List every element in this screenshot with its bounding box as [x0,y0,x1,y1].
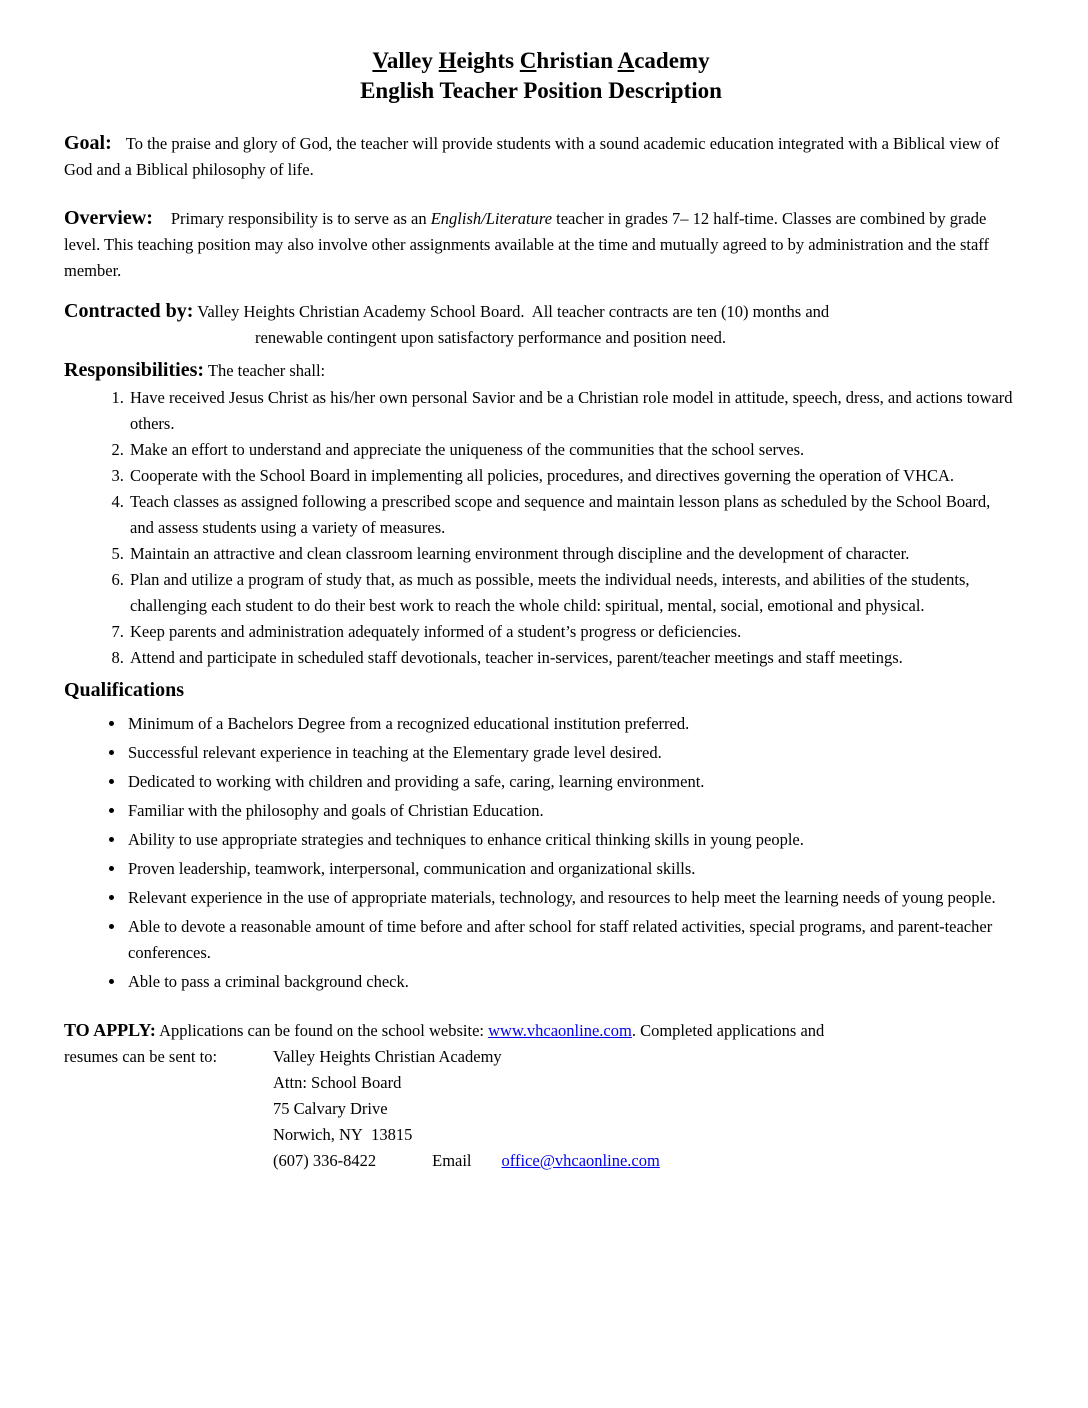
goal-text: To the praise and glory of God, the teacher will provide students with a sound academic education integrated with a Biblical view of God and a Biblical philosophy of life. [64,134,1004,179]
address-line-org: Valley Heights Christian Academy [273,1047,502,1066]
title-word [372,48,438,73]
email-label: Email [432,1151,472,1170]
title-word-rest: eights [456,48,520,73]
qualification-item [126,856,1018,882]
responsibility-text: Make an effort to understand and appreciate the uniqueness of the communities that the school serves. [130,440,805,459]
qualification-text: Minimum of a Bachelors Degree from a recognized educational institution preferred. [128,714,690,733]
responsibility-item [128,645,1018,671]
qualification-text: Able to devote a reasonable amount of time before and after school for staff related activities, special programs, and parent-teacher conferences. [128,917,997,962]
responsibility-item [128,619,1018,645]
qualification-item [126,885,1018,911]
responsibilities-heading [64,356,1018,385]
responsibility-text: Cooperate with the School Board in implementing all policies, procedures, and directives governing the operation of VHCA. [130,466,955,485]
apply-label: TO APPLY: [64,1020,156,1040]
qualification-text: Familiar with the philosophy and goals of Christian Education. [128,801,544,820]
responsibilities-label: Responsibilities: [64,359,205,381]
responsibility-text: Attend and participate in scheduled staff devotionals, teacher in-services, parent/teacher meetings and staff meetings. [130,648,903,667]
responsibility-item [128,437,1018,463]
address-line-city: Norwich, NY 13815 [273,1125,413,1144]
overview-section [64,205,1018,284]
responsibilities-intro: The teacher shall: [207,361,326,380]
title-word [439,48,520,73]
qualification-item [126,969,1018,995]
apply-text-2: . Completed applications and [631,1021,825,1040]
responsibilities-list [64,385,1018,671]
qualifications-heading: Qualifications [64,679,185,701]
title-underlined-letter: V [372,48,387,73]
contact-line [273,1148,660,1174]
contracted-text-1: Valley Heights Christian Academy School Board. All teacher contracts are ten (10) months and [197,302,830,321]
responsibility-item [128,463,1018,489]
qualification-item [126,711,1018,737]
address-line-attn: Attn: School Board [273,1073,402,1092]
apply-line-2 [64,1044,1018,1174]
apply-text-1: Applications can be found on the school website: [159,1021,484,1040]
responsibility-text: Teach classes as assigned following a prescribed scope and sequence and maintain lesson plans as scheduled by the School Board, and assess students using a variety of measures. [130,492,995,537]
title-word-rest: hristian [536,48,618,73]
contracted-section [64,298,1018,351]
title-word-rest: alley [386,48,439,73]
title-line-2: English Teacher Position Description [360,78,722,103]
contracted-line-2: renewable contingent upon satisfactory performance and position need. [255,328,726,347]
overview-label: Overview: [64,207,153,229]
title-word [520,48,618,73]
qualification-text: Ability to use appropriate strategies and techniques to enhance critical thinking skills in young people. [128,830,804,849]
responsibility-item [128,489,1018,541]
document-title [64,46,1018,106]
title-underlined-letter: H [438,48,457,73]
qualification-item [126,798,1018,824]
qualification-item [126,914,1018,966]
qualification-text: Able to pass a criminal background check. [128,972,409,991]
title-underlined-letter: A [617,48,635,73]
apply-line-1 [64,1017,1018,1044]
contracted-label: Contracted by: [64,300,194,322]
qualification-text: Relevant experience in the use of appropriate materials, technology, and resources to help meet the learning needs of young people. [128,888,996,907]
responsibility-text: Keep parents and administration adequately informed of a student’s progress or deficiencies. [130,622,742,641]
email-link[interactable]: office@vhcaonline.com [501,1151,660,1170]
website-link[interactable]: www.vhcaonline.com [488,1021,632,1040]
goal-section [64,130,1018,183]
overview-text-2: teacher in grades 7– 12 half-time. Classes are combined by grade level. This teaching position may also involve other assignments available at the time and mutually agreed to by administration and the staff member. [64,209,994,280]
responsibility-item [128,567,1018,619]
title-underlined-letter: C [519,48,537,73]
title-line-1 [64,46,1018,76]
title-word [618,48,710,73]
phone-number: (607) 336-8422 [273,1151,377,1170]
qualification-text: Proven leadership, teamwork, interpersonal, communication and organizational skills. [128,859,696,878]
responsibility-text: Maintain an attractive and clean classroom learning environment through discipline and the development of character. [130,544,910,563]
responsibility-item [128,541,1018,567]
goal-label: Goal: [64,132,112,154]
contracted-line-1 [64,298,1018,325]
address-line-street: 75 Calvary Drive [273,1099,388,1118]
qualification-text: Successful relevant experience in teaching at the Elementary grade level desired. [128,743,662,762]
responsibility-text: Plan and utilize a program of study that, as much as possible, meets the individual needs, interests, and abilities of the students, challenging each student to do their best work to reach the whole child: spiritual, mental, social, emotional and physical. [130,570,974,615]
qualification-item [126,827,1018,853]
qualification-item [126,740,1018,766]
responsibility-item [128,385,1018,437]
apply-sent-to-label: resumes can be sent to: [64,1047,218,1066]
address-block [273,1044,660,1174]
title-word-rest: cademy [634,48,710,73]
responsibility-text: Have received Jesus Christ as his/her own personal Savior and be a Christian role model in attitude, speech, dress, and actions toward others. [130,388,1017,433]
overview-text-1: Primary responsibility is to serve as an [170,209,427,228]
qualifications-list [64,711,1018,995]
qualification-text: Dedicated to working with children and providing a safe, caring, learning environment. [128,772,705,791]
qualification-item [126,769,1018,795]
overview-italic-phrase: English/Literature [430,209,553,228]
apply-section [64,1017,1018,1174]
